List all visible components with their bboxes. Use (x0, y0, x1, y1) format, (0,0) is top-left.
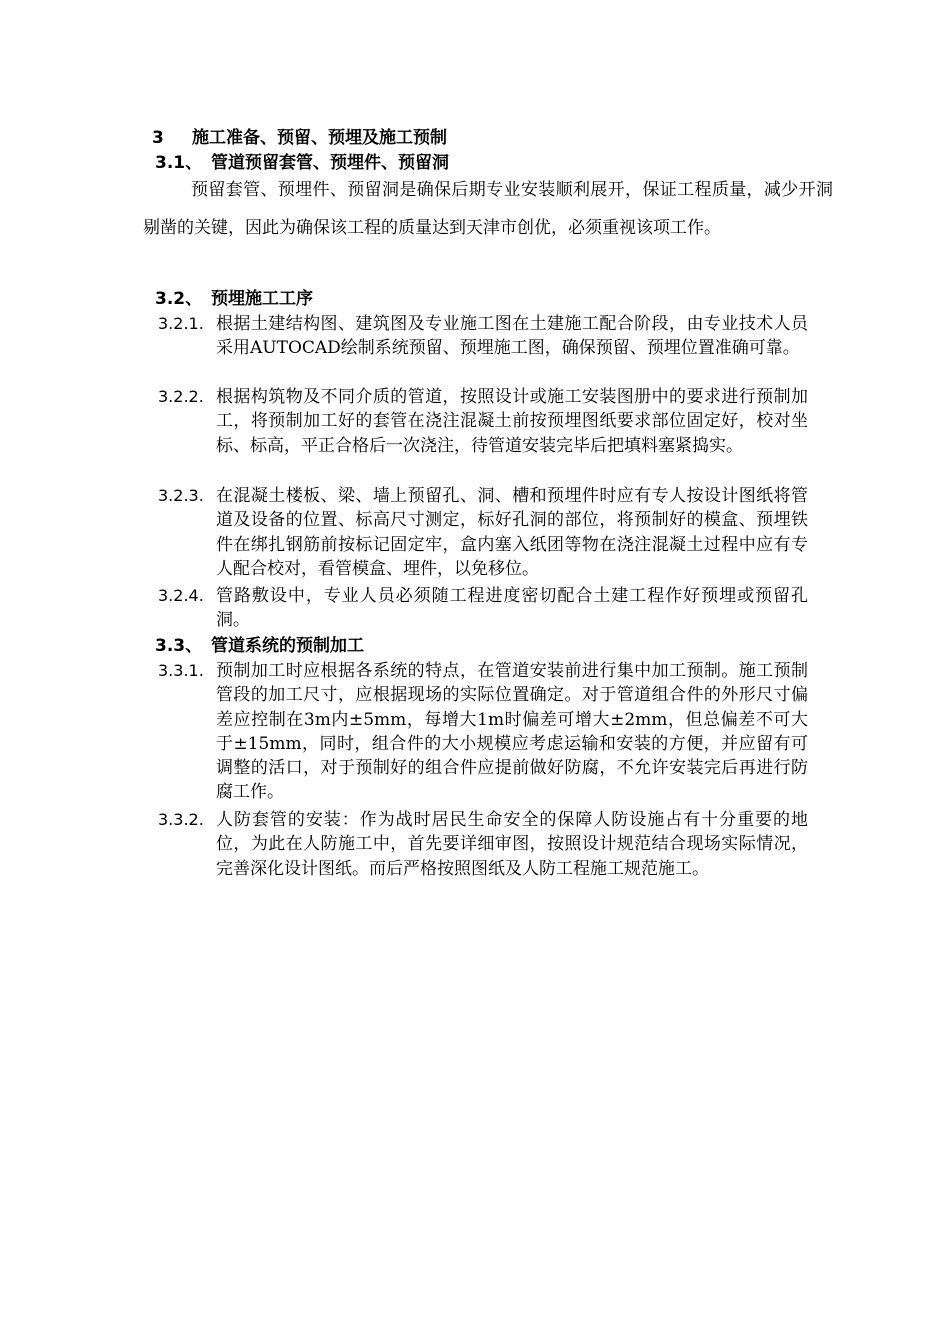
list-item-number: 3.3.2. (158, 810, 204, 829)
intro-paragraph: 预留套管、预埋件、预留洞是确保后期专业安装顺利展开，保证工程质量，减少开洞剔凿的关键，因此为确保该工程的质量达到天津市创优，必须重视该项工作。 (143, 180, 833, 238)
subsection-heading-3-3 (155, 634, 364, 658)
subsection-number: 3.3、 (155, 636, 203, 656)
subsection-title: 管道系统的预制加工 (211, 636, 364, 656)
list-item-text: 管路敷设中，专业人员必须随工程进度密切配合土建工程作好预埋或预留孔洞。 (216, 586, 808, 631)
subsection-heading-3-2 (155, 287, 313, 311)
list-item-number: 3.2.1. (158, 314, 204, 333)
section-heading (152, 126, 447, 150)
list-item-3-2-2 (158, 385, 808, 458)
subsection-number: 3.2、 (155, 289, 203, 309)
subsection-title: 预埋施工工序 (211, 289, 313, 309)
section-title: 施工准备、预留、预埋及施工预制 (192, 128, 447, 148)
subsection-number: 3.1、 (155, 153, 203, 173)
list-item-number: 3.2.2. (158, 387, 204, 406)
list-item-3-2-1 (158, 312, 808, 361)
list-item-3-2-3 (158, 484, 808, 581)
list-item-text: 预制加工时应根据各系统的特点，在管道安装前进行集中加工预制。施工预制管段的加工尺寸，应根据现场的实际位置确定。对于管道组合件的外形尺寸偏差应控制在3m内±5mm，每增大1m时偏差可增大±2mm，但总偏差不可大于±15mm，同时，组合件的大小规模应考虑运输和安装的方便，并应留有可调整的活口，对于预制好的组合件应提前做好防腐，不允许安装完后再进行防腐工作。 (216, 661, 808, 803)
section-number: 3 (152, 128, 164, 148)
list-item-3-3-1 (158, 659, 808, 805)
list-item-number: 3.3.1. (158, 661, 204, 680)
list-item-3-3-2 (158, 808, 808, 881)
list-item-text: 根据构筑物及不同介质的管道，按照设计或施工安装图册中的要求进行预制加工，将预制加工好的套管在浇注混凝土前按预埋图纸要求部位固定好，校对坐标、标高，平正合格后一次浇注，待管道安装完毕后把填料塞紧捣实。 (216, 387, 808, 456)
list-item-number: 3.2.4. (158, 586, 204, 605)
list-item-text: 人防套管的安装：作为战时居民生命安全的保障人防设施占有十分重要的地位，为此在人防施工中，首先要详细审图，按照设计规范结合现场实际情况，完善深化设计图纸。而后严格按照图纸及人防工程施工规范施工。 (216, 810, 808, 879)
list-item-text: 在混凝土楼板、梁、墙上预留孔、洞、槽和预埋件时应有专人按设计图纸将管道及设备的位置、标高尺寸测定，标好孔洞的部位，将预制好的模盒、预埋铁件在绑扎钢筋前按标记固定牢，盒内塞入纸团等物在浇注混凝土过程中应有专人配合校对，看管模盒、埋件，以免移位。 (216, 486, 808, 579)
list-item-text: 根据土建结构图、建筑图及专业施工图在土建施工配合阶段，由专业技术人员采用AUTOCAD绘制系统预留、预埋施工图，确保预留、预埋位置准确可靠。 (216, 314, 808, 359)
subsection-title: 管道预留套管、预埋件、预留洞 (211, 153, 449, 173)
list-item-3-2-4 (158, 584, 808, 633)
list-item-number: 3.2.3. (158, 486, 204, 505)
